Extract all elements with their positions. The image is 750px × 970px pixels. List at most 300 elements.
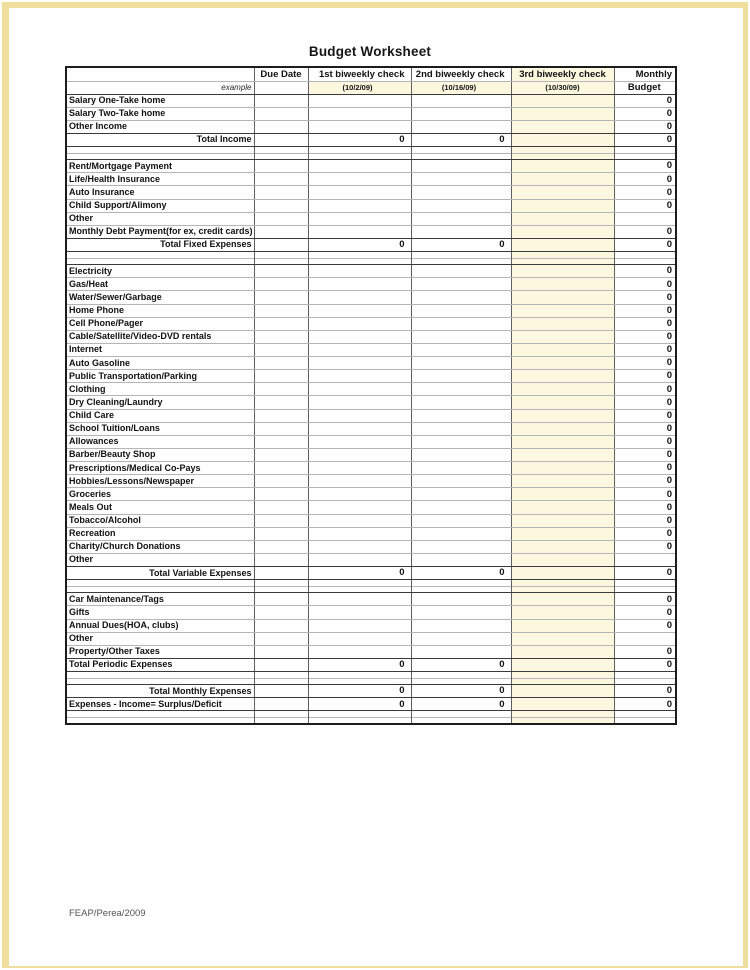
- cell-monthly-budget: 0: [614, 343, 676, 356]
- cell-due-date: [254, 672, 308, 685]
- cell-biweekly-1: [308, 475, 411, 488]
- cell-due-date: [254, 448, 308, 461]
- cell-biweekly-2: [411, 265, 511, 278]
- table-row: [66, 658, 676, 671]
- cell-item-label: Property/Other Taxes: [66, 645, 254, 658]
- cell-due-date: [254, 658, 308, 671]
- cell-biweekly-2: [411, 147, 511, 160]
- cell-biweekly-2: 0: [411, 698, 511, 711]
- cell-biweekly-3: [511, 593, 614, 606]
- cell-biweekly-1: [308, 265, 411, 278]
- cell-item-label: Clothing: [66, 383, 254, 396]
- table-row: [66, 645, 676, 658]
- cell-due-date: [254, 357, 308, 370]
- cell-due-date: [254, 317, 308, 330]
- cell-biweekly-1: [308, 343, 411, 356]
- cell-monthly-budget: 0: [614, 462, 676, 475]
- table-row: [66, 238, 676, 251]
- cell-due-date: [254, 501, 308, 514]
- cell-biweekly-2: [411, 291, 511, 304]
- cell-due-date: [254, 186, 308, 199]
- cell-biweekly-1: [308, 593, 411, 606]
- cell-biweekly-1: [308, 435, 411, 448]
- cell-due-date: [254, 462, 308, 475]
- spacer-row: [66, 711, 676, 724]
- cell-biweekly-1: 0: [308, 658, 411, 671]
- table-row: [66, 409, 676, 422]
- cell-monthly-budget: 0: [614, 133, 676, 146]
- table-row: [66, 435, 676, 448]
- cell-monthly-budget: 0: [614, 317, 676, 330]
- cell-item-label: Monthly Debt Payment(for ex, credit cards): [66, 225, 254, 238]
- cell-item-label: School Tuition/Loans: [66, 422, 254, 435]
- cell-biweekly-2: [411, 632, 511, 645]
- cell-biweekly-2: 2nd biweekly check: [411, 67, 511, 81]
- cell-item-label: Other: [66, 553, 254, 566]
- cell-biweekly-1: [308, 540, 411, 553]
- cell-item-label: Gifts: [66, 606, 254, 619]
- cell-item-label: Total Periodic Expenses: [66, 658, 254, 671]
- cell-due-date: [254, 265, 308, 278]
- cell-item-label: Salary Two-Take home: [66, 107, 254, 120]
- cell-biweekly-2: [411, 343, 511, 356]
- cell-monthly-budget: 0: [614, 540, 676, 553]
- cell-biweekly-1: [308, 672, 411, 685]
- cell-due-date: [254, 291, 308, 304]
- cell-monthly-budget: 0: [614, 527, 676, 540]
- cell-item-label: Home Phone: [66, 304, 254, 317]
- cell-due-date: [254, 212, 308, 225]
- table-row: [66, 317, 676, 330]
- table-row: [66, 553, 676, 566]
- cell-item-label: Public Transportation/Parking: [66, 370, 254, 383]
- cell-biweekly-3: [511, 291, 614, 304]
- cell-due-date: [254, 567, 308, 580]
- page-title: Budget Worksheet: [308, 44, 432, 59]
- cell-biweekly-3: [511, 160, 614, 173]
- cell-monthly-budget: 0: [614, 383, 676, 396]
- table-row: [66, 448, 676, 461]
- budget-table: [65, 66, 677, 725]
- cell-biweekly-3: [511, 278, 614, 291]
- cell-biweekly-2: [411, 357, 511, 370]
- table-row: [66, 265, 676, 278]
- cell-biweekly-2: [411, 160, 511, 173]
- cell-biweekly-3: [511, 133, 614, 146]
- table-row: [66, 186, 676, 199]
- cell-biweekly-3: [511, 435, 614, 448]
- cell-item-label: Car Maintenance/Tags: [66, 593, 254, 606]
- cell-monthly-budget: 0: [614, 645, 676, 658]
- cell-due-date: [254, 107, 308, 120]
- cell-biweekly-3: [511, 514, 614, 527]
- cell-biweekly-3: [511, 645, 614, 658]
- cell-biweekly-1: [308, 606, 411, 619]
- cell-item-label: Charity/Church Donations: [66, 540, 254, 553]
- table-row: [66, 488, 676, 501]
- cell-biweekly-3: [511, 265, 614, 278]
- cell-item-label: [66, 711, 254, 724]
- table-row: [66, 527, 676, 540]
- cell-due-date: [254, 278, 308, 291]
- cell-biweekly-2: [411, 186, 511, 199]
- cell-monthly-budget: [614, 553, 676, 566]
- cell-biweekly-1: [308, 488, 411, 501]
- cell-monthly-budget: 0: [614, 173, 676, 186]
- cell-biweekly-1: [308, 580, 411, 593]
- table-row: [66, 94, 676, 107]
- cell-item-label: Other: [66, 212, 254, 225]
- cell-biweekly-2: [411, 514, 511, 527]
- table-row: [66, 501, 676, 514]
- cell-biweekly-3: [511, 632, 614, 645]
- cell-due-date: [254, 330, 308, 343]
- cell-biweekly-3: [511, 120, 614, 133]
- cell-due-date: [254, 370, 308, 383]
- cell-biweekly-1: [308, 160, 411, 173]
- cell-due-date: Due Date: [254, 67, 308, 81]
- cell-biweekly-3: [511, 252, 614, 265]
- table-row: [66, 212, 676, 225]
- table-row: [66, 330, 676, 343]
- table-row: [66, 567, 676, 580]
- cell-biweekly-1: [308, 147, 411, 160]
- table-row: [66, 632, 676, 645]
- cell-biweekly-1: [308, 462, 411, 475]
- cell-due-date: [254, 593, 308, 606]
- cell-monthly-budget: 0: [614, 606, 676, 619]
- table-row: [66, 278, 676, 291]
- cell-monthly-budget: 0: [614, 396, 676, 409]
- cell-biweekly-3: [511, 94, 614, 107]
- cell-item-label: Rent/Mortgage Payment: [66, 160, 254, 173]
- cell-biweekly-2: [411, 252, 511, 265]
- cell-due-date: [254, 133, 308, 146]
- cell-biweekly-2: [411, 488, 511, 501]
- cell-biweekly-1: 0: [308, 685, 411, 698]
- cell-biweekly-3: [511, 409, 614, 422]
- cell-biweekly-2: 0: [411, 685, 511, 698]
- cell-due-date: [254, 252, 308, 265]
- cell-biweekly-2: [411, 501, 511, 514]
- cell-monthly-budget: 0: [614, 435, 676, 448]
- cell-biweekly-3: [511, 540, 614, 553]
- cell-biweekly-2: [411, 619, 511, 632]
- cell-item-label: Total Income: [66, 133, 254, 146]
- table-row: [66, 462, 676, 475]
- cell-biweekly-2: (10/16/09): [411, 81, 511, 94]
- cell-due-date: [254, 343, 308, 356]
- cell-biweekly-2: [411, 173, 511, 186]
- spacer-row: [66, 147, 676, 160]
- table-row: [66, 475, 676, 488]
- cell-due-date: [254, 304, 308, 317]
- cell-biweekly-1: 1st biweekly check: [308, 67, 411, 81]
- cell-biweekly-1: [308, 553, 411, 566]
- cell-monthly-budget: 0: [614, 238, 676, 251]
- cell-biweekly-3: (10/30/09): [511, 81, 614, 94]
- cell-biweekly-1: [308, 619, 411, 632]
- cell-biweekly-1: [308, 291, 411, 304]
- cell-biweekly-1: 0: [308, 567, 411, 580]
- cell-due-date: [254, 619, 308, 632]
- cell-biweekly-3: [511, 212, 614, 225]
- cell-due-date: [254, 409, 308, 422]
- cell-monthly-budget: 0: [614, 186, 676, 199]
- cell-biweekly-2: [411, 330, 511, 343]
- spacer-row: [66, 580, 676, 593]
- cell-biweekly-3: [511, 304, 614, 317]
- table-row: [66, 343, 676, 356]
- cell-monthly-budget: 0: [614, 567, 676, 580]
- cell-biweekly-3: [511, 317, 614, 330]
- spacer-row: [66, 252, 676, 265]
- cell-biweekly-2: [411, 212, 511, 225]
- cell-due-date: [254, 147, 308, 160]
- table-row: [66, 304, 676, 317]
- cell-monthly-budget: 0: [614, 94, 676, 107]
- cell-monthly-budget: 0: [614, 514, 676, 527]
- cell-item-label: Prescriptions/Medical Co-Pays: [66, 462, 254, 475]
- cell-biweekly-1: 0: [308, 698, 411, 711]
- cell-biweekly-3: [511, 488, 614, 501]
- cell-biweekly-3: [511, 199, 614, 212]
- cell-due-date: [254, 238, 308, 251]
- cell-monthly-budget: 0: [614, 475, 676, 488]
- cell-monthly-budget: 0: [614, 685, 676, 698]
- cell-biweekly-3: [511, 343, 614, 356]
- cell-biweekly-2: [411, 672, 511, 685]
- spacer-row: [66, 672, 676, 685]
- cell-biweekly-1: [308, 107, 411, 120]
- cell-monthly-budget: 0: [614, 199, 676, 212]
- cell-biweekly-1: [308, 501, 411, 514]
- table-row: [66, 422, 676, 435]
- cell-biweekly-3: [511, 370, 614, 383]
- cell-due-date: [254, 488, 308, 501]
- table-row: [66, 107, 676, 120]
- table-row: [66, 606, 676, 619]
- table-row: [66, 619, 676, 632]
- cell-biweekly-2: [411, 304, 511, 317]
- cell-biweekly-3: [511, 567, 614, 580]
- cell-biweekly-3: [511, 173, 614, 186]
- cell-due-date: [254, 396, 308, 409]
- cell-monthly-budget: Budget: [614, 81, 676, 94]
- cell-biweekly-1: [308, 514, 411, 527]
- cell-biweekly-1: [308, 330, 411, 343]
- cell-biweekly-1: [308, 317, 411, 330]
- table-row: [66, 291, 676, 304]
- cell-due-date: [254, 514, 308, 527]
- cell-item-label: Salary One-Take home: [66, 94, 254, 107]
- cell-due-date: [254, 120, 308, 133]
- cell-due-date: [254, 94, 308, 107]
- cell-item-label: Hobbies/Lessons/Newspaper: [66, 475, 254, 488]
- cell-item-label: Auto Insurance: [66, 186, 254, 199]
- cell-biweekly-2: [411, 317, 511, 330]
- cell-monthly-budget: 0: [614, 330, 676, 343]
- cell-item-label: Annual Dues(HOA, clubs): [66, 619, 254, 632]
- cell-monthly-budget: 0: [614, 370, 676, 383]
- cell-due-date: [254, 173, 308, 186]
- cell-biweekly-1: [308, 252, 411, 265]
- cell-item-label: Cable/Satellite/Video-DVD rentals: [66, 330, 254, 343]
- table-row: [66, 698, 676, 711]
- cell-biweekly-2: [411, 409, 511, 422]
- cell-due-date: [254, 475, 308, 488]
- cell-biweekly-2: [411, 383, 511, 396]
- cell-biweekly-2: [411, 120, 511, 133]
- cell-monthly-budget: [614, 580, 676, 593]
- cell-monthly-budget: 0: [614, 225, 676, 238]
- cell-monthly-budget: Monthly: [614, 67, 676, 81]
- cell-biweekly-1: [308, 199, 411, 212]
- cell-biweekly-2: [411, 475, 511, 488]
- cell-biweekly-1: [308, 357, 411, 370]
- cell-due-date: [254, 540, 308, 553]
- cell-biweekly-2: [411, 645, 511, 658]
- cell-due-date: [254, 225, 308, 238]
- cell-biweekly-2: [411, 225, 511, 238]
- cell-biweekly-3: [511, 225, 614, 238]
- cell-biweekly-1: [308, 370, 411, 383]
- cell-item-label: [66, 252, 254, 265]
- cell-item-label: Barber/Beauty Shop: [66, 448, 254, 461]
- cell-monthly-budget: 0: [614, 291, 676, 304]
- cell-monthly-budget: 0: [614, 698, 676, 711]
- cell-biweekly-3: [511, 580, 614, 593]
- cell-monthly-budget: 0: [614, 278, 676, 291]
- cell-biweekly-2: [411, 435, 511, 448]
- cell-due-date: [254, 527, 308, 540]
- cell-biweekly-3: [511, 685, 614, 698]
- cell-item-label: Other: [66, 632, 254, 645]
- cell-item-label: Meals Out: [66, 501, 254, 514]
- cell-monthly-budget: 0: [614, 619, 676, 632]
- cell-due-date: [254, 632, 308, 645]
- cell-biweekly-3: [511, 553, 614, 566]
- cell-item-label: Gas/Heat: [66, 278, 254, 291]
- cell-monthly-budget: [614, 147, 676, 160]
- cell-item-label: Recreation: [66, 527, 254, 540]
- cell-biweekly-1: [308, 711, 411, 724]
- cell-biweekly-3: [511, 475, 614, 488]
- cell-item-label: example: [66, 81, 254, 94]
- cell-biweekly-2: [411, 593, 511, 606]
- cell-biweekly-1: [308, 527, 411, 540]
- cell-biweekly-3: [511, 147, 614, 160]
- cell-biweekly-2: [411, 553, 511, 566]
- cell-item-label: Groceries: [66, 488, 254, 501]
- cell-monthly-budget: 0: [614, 107, 676, 120]
- cell-biweekly-2: [411, 580, 511, 593]
- cell-monthly-budget: 0: [614, 120, 676, 133]
- cell-due-date: [254, 199, 308, 212]
- cell-biweekly-3: [511, 606, 614, 619]
- cell-biweekly-2: [411, 462, 511, 475]
- cell-item-label: Tobacco/Alcohol: [66, 514, 254, 527]
- cell-monthly-budget: 0: [614, 448, 676, 461]
- cell-monthly-budget: 0: [614, 593, 676, 606]
- cell-monthly-budget: 0: [614, 409, 676, 422]
- cell-biweekly-3: [511, 422, 614, 435]
- cell-item-label: Other Income: [66, 120, 254, 133]
- cell-biweekly-3: [511, 383, 614, 396]
- cell-monthly-budget: [614, 252, 676, 265]
- cell-biweekly-1: [308, 409, 411, 422]
- cell-biweekly-1: [308, 422, 411, 435]
- footer-credit: FEAP/Perea/2009: [69, 908, 146, 919]
- cell-item-label: Allowances: [66, 435, 254, 448]
- cell-biweekly-3: [511, 658, 614, 671]
- cell-monthly-budget: 0: [614, 422, 676, 435]
- cell-item-label: Cell Phone/Pager: [66, 317, 254, 330]
- table-row: [66, 199, 676, 212]
- cell-biweekly-3: [511, 672, 614, 685]
- cell-monthly-budget: [614, 711, 676, 724]
- cell-due-date: [254, 553, 308, 566]
- cell-item-label: [66, 580, 254, 593]
- cell-biweekly-1: [308, 212, 411, 225]
- cell-biweekly-3: [511, 396, 614, 409]
- cell-biweekly-1: 0: [308, 133, 411, 146]
- cell-biweekly-1: [308, 448, 411, 461]
- cell-biweekly-1: [308, 396, 411, 409]
- cell-monthly-budget: [614, 212, 676, 225]
- cell-monthly-budget: 0: [614, 160, 676, 173]
- table-row: [66, 173, 676, 186]
- cell-due-date: [254, 645, 308, 658]
- cell-item-label: Water/Sewer/Garbage: [66, 291, 254, 304]
- cell-biweekly-2: [411, 278, 511, 291]
- cell-biweekly-3: [511, 462, 614, 475]
- cell-biweekly-2: [411, 527, 511, 540]
- table-row: [66, 396, 676, 409]
- cell-biweekly-3: [511, 330, 614, 343]
- cell-biweekly-1: [308, 278, 411, 291]
- header-row-1: [66, 67, 676, 81]
- cell-monthly-budget: 0: [614, 304, 676, 317]
- cell-biweekly-2: 0: [411, 658, 511, 671]
- cell-monthly-budget: 0: [614, 501, 676, 514]
- table-row: [66, 514, 676, 527]
- cell-biweekly-1: [308, 94, 411, 107]
- cell-item-label: [66, 672, 254, 685]
- table-row: [66, 160, 676, 173]
- cell-due-date: [254, 711, 308, 724]
- cell-biweekly-2: [411, 94, 511, 107]
- cell-item-label: Life/Health Insurance: [66, 173, 254, 186]
- table-row: [66, 540, 676, 553]
- cell-biweekly-2: [411, 448, 511, 461]
- cell-biweekly-3: [511, 527, 614, 540]
- cell-biweekly-2: [411, 396, 511, 409]
- cell-biweekly-3: [511, 238, 614, 251]
- cell-biweekly-3: [511, 711, 614, 724]
- cell-biweekly-2: 0: [411, 238, 511, 251]
- table-row: [66, 685, 676, 698]
- cell-biweekly-1: [308, 645, 411, 658]
- cell-item-label: Child Support/Alimony: [66, 199, 254, 212]
- table-row: [66, 357, 676, 370]
- table-row: [66, 225, 676, 238]
- cell-biweekly-1: [308, 383, 411, 396]
- cell-biweekly-3: [511, 448, 614, 461]
- table-row: [66, 593, 676, 606]
- cell-item-label: Auto Gasoline: [66, 357, 254, 370]
- table-row: [66, 120, 676, 133]
